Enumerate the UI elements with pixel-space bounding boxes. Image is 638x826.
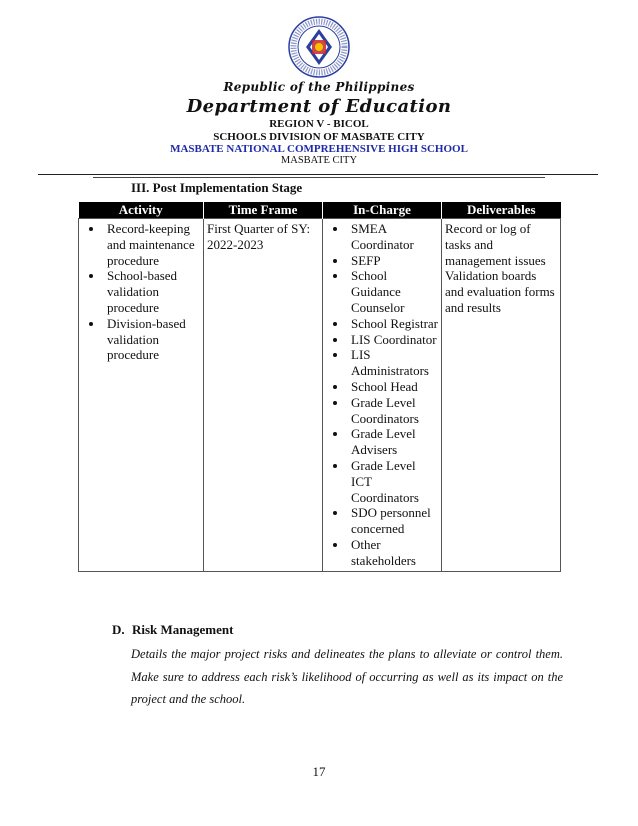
activity-cell: [79, 219, 204, 572]
department-heading: Department of Education: [186, 96, 452, 117]
list-item: • Record-keeping and maintenance procedure: [104, 221, 201, 268]
column-header-deliverables: Deliverables: [442, 202, 561, 219]
list-item: • School Registrar: [348, 316, 439, 332]
time-frame-cell: [204, 219, 323, 572]
deliverables-cell: [442, 219, 561, 572]
in-charge-cell: [323, 219, 442, 572]
list-item: • Grade Level Coordinators: [348, 395, 439, 427]
list-item: • LIS Coordinator: [348, 332, 439, 348]
list-item: • Grade Level Advisers: [348, 426, 439, 458]
column-header-in-charge: In-Charge: [323, 202, 442, 219]
school-heading: MASBATE NATIONAL COMPREHENSIVE HIGH SCHOOL: [170, 143, 468, 155]
list-item: • SDO personnel concerned: [348, 505, 439, 537]
region-heading: REGION V - BICOL: [269, 118, 369, 130]
section-d-title: Risk Management: [132, 622, 234, 637]
column-header-activity: Activity: [79, 202, 204, 219]
section-d-heading: [112, 622, 233, 638]
page-number: 17: [312, 764, 326, 779]
table-row: [79, 219, 561, 572]
stage-title: III. Post Implementation Stage: [131, 180, 303, 195]
time-frame-text: First Quarter of SY: 2022-2023: [207, 221, 311, 252]
republic-heading: Republic of the Philippines: [223, 80, 415, 94]
city-heading: MASBATE CITY: [280, 155, 358, 166]
list-item: • School Guidance Counselor: [348, 268, 439, 315]
list-item: • SEFP: [348, 253, 439, 269]
list-item: • School-based validation procedure: [104, 268, 201, 315]
list-item: • Other stakeholders: [348, 537, 439, 569]
list-item: • School Head: [348, 379, 439, 395]
section-d-label: D.: [112, 622, 125, 637]
header-divider: [38, 174, 598, 175]
deliverables-text: Record or log of tasks and management issues Validation boards and evaluation forms and results: [445, 221, 555, 315]
column-header-time-frame: Time Frame: [204, 202, 323, 219]
post-implementation-table: [78, 202, 561, 572]
table-header-row: [79, 202, 561, 219]
list-item: • Division-based validation procedure: [104, 316, 201, 363]
division-heading: SCHOOLS DIVISION OF MASBATE CITY: [213, 131, 425, 143]
deped-seal-icon: [288, 16, 350, 78]
header-divider-thin: [93, 177, 545, 178]
list-item: • LIS Administrators: [348, 347, 439, 379]
list-item: • SMEA Coordinator: [348, 221, 439, 253]
list-item: • Grade Level ICT Coordinators: [348, 458, 439, 505]
section-d-body: Details the major project risks and delineates the plans to alleviate or control them. Make sure to address each risk’s likelihood of occurring as well as its impact on the project and the school.: [131, 647, 563, 706]
